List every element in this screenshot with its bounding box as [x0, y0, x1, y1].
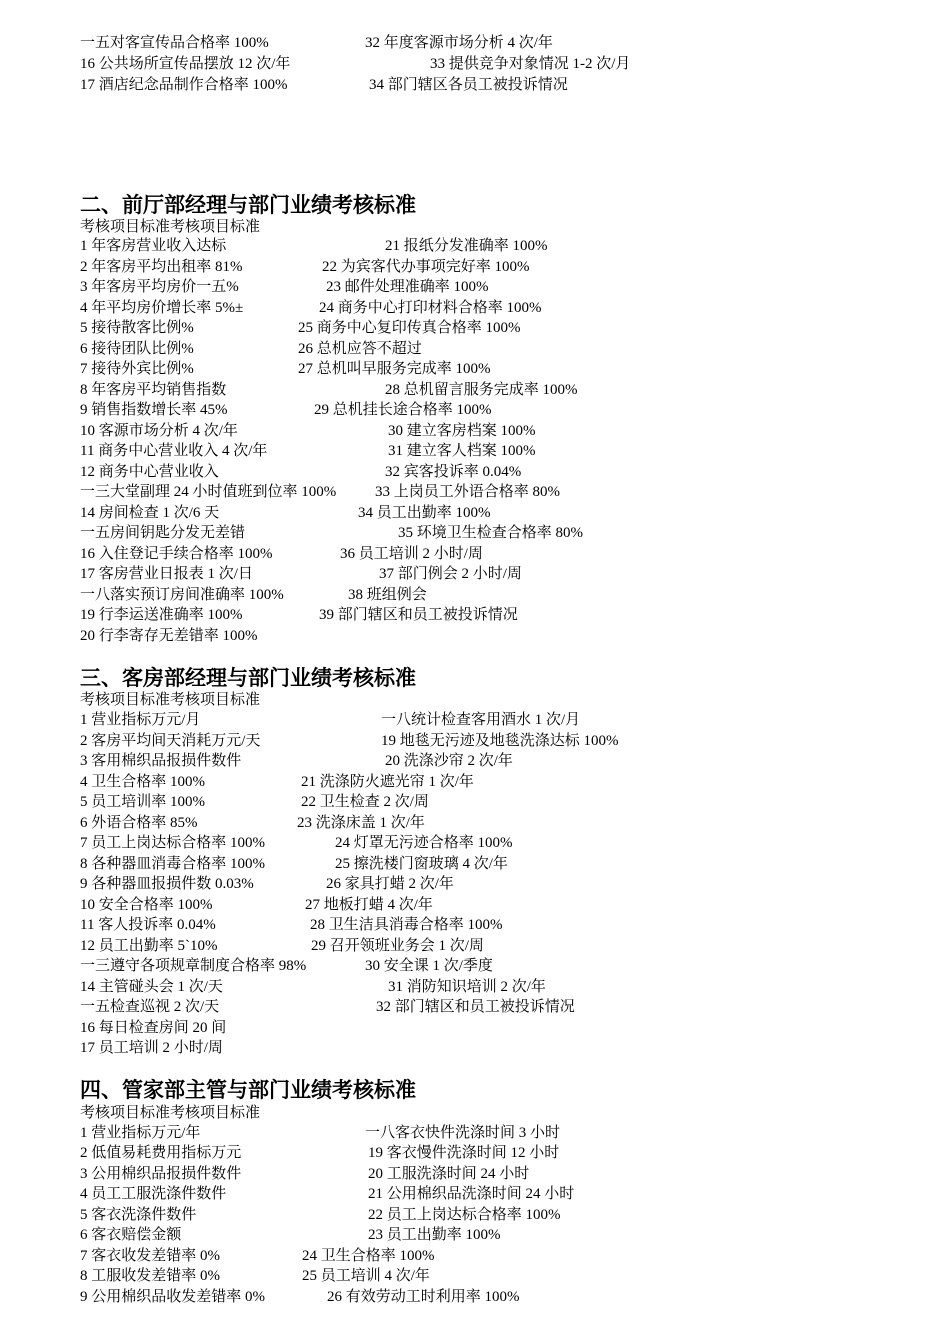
row-right: 29 总机挂长途合格率 100% — [314, 402, 492, 418]
row-right: 37 部门例会 2 小时/周 — [379, 566, 522, 582]
intro-right: 34 部门辖区各员工被投诉情况 — [369, 77, 568, 93]
row-right: 22 员工上岗达标合格率 100% — [368, 1207, 561, 1223]
row-right: 25 商务中心复印传真合格率 100% — [298, 320, 521, 336]
table-row — [0, 1143, 870, 1163]
table-row — [0, 1287, 870, 1307]
row-left: 4 员工工服洗涤件数件 — [80, 1186, 227, 1202]
row-left: 一五检查巡视 2 次/天 — [80, 999, 220, 1015]
row-right: 23 洗涤床盖 1 次/年 — [297, 815, 425, 831]
row-right: 30 安全课 1 次/季度 — [365, 958, 493, 974]
row-right: 39 部门辖区和员工被投诉情况 — [319, 607, 518, 623]
row-right: 24 商务中心打印材料合格率 100% — [319, 300, 542, 316]
row-left: 5 接待散客比例% — [80, 320, 194, 336]
row-right: 32 部门辖区和员工被投诉情况 — [376, 999, 575, 1015]
row-left: 10 客源市场分析 4 次/年 — [80, 423, 238, 439]
row-left: 5 客衣洗涤件数件 — [80, 1207, 197, 1223]
table-row — [0, 1266, 870, 1286]
table-row — [0, 626, 870, 646]
row-right: 36 员工培训 2 小时/周 — [340, 546, 483, 562]
row-right: 32 宾客投诉率 0.04% — [385, 464, 522, 480]
row-left: 17 客房营业日报表 1 次/日 — [80, 566, 253, 582]
row-right: 34 员工出勤率 100% — [358, 505, 491, 521]
table-row — [0, 1123, 870, 1143]
row-right: 28 总机留言服务完成率 100% — [385, 382, 578, 398]
table-row — [0, 997, 870, 1017]
row-left: 8 年客房平均销售指数 — [80, 382, 227, 398]
table-row — [0, 462, 870, 482]
table-row — [0, 257, 870, 277]
row-left: 9 各种器皿报损件数 0.03% — [80, 876, 254, 892]
table-row — [0, 1018, 870, 1038]
row-right: 26 有效劳动工时利用率 100% — [327, 1289, 520, 1305]
table-row — [0, 813, 870, 833]
row-right: 20 洗涤沙帘 2 次/年 — [385, 753, 513, 769]
row-right: 一八统计检查客用酒水 1 次/月 — [381, 712, 581, 728]
row-left: 19 行李运送准确率 100% — [80, 607, 243, 623]
intro-row — [0, 75, 870, 95]
table-row — [0, 792, 870, 812]
row-right: 19 地毯无污迹及地毯洗涤达标 100% — [381, 733, 619, 749]
table-row — [0, 298, 870, 318]
table-row — [0, 400, 870, 420]
intro-right: 32 年度客源市场分析 4 次/年 — [365, 35, 553, 51]
row-right: 35 环境卫生检查合格率 80% — [398, 525, 583, 541]
row-left: 7 接待外宾比例% — [80, 361, 194, 377]
row-left: 1 营业指标万元/年 — [80, 1125, 201, 1141]
row-left: 一八落实预订房间准确率 100% — [80, 587, 284, 603]
table-row — [0, 544, 870, 564]
row-right: 21 报纸分发准确率 100% — [385, 238, 548, 254]
table-row — [0, 380, 870, 400]
row-right: 20 工服洗涤时间 24 小时 — [368, 1166, 530, 1182]
row-right: 27 总机叫早服务完成率 100% — [298, 361, 491, 377]
row-right: 23 邮件处理准确率 100% — [326, 279, 489, 295]
table-row — [0, 236, 870, 256]
table-row — [0, 339, 870, 359]
row-left: 4 年平均房价增长率 5%± — [80, 300, 244, 316]
table-row — [0, 731, 870, 751]
row-right: 31 消防知识培训 2 次/年 — [388, 979, 546, 995]
row-right: 24 卫生合格率 100% — [302, 1248, 435, 1264]
row-right: 19 客衣慢件洗涤时间 12 小时 — [368, 1145, 560, 1161]
row-left: 10 安全合格率 100% — [80, 897, 213, 913]
intro-row — [0, 54, 870, 74]
intro-right: 33 提供竞争对象情况 1-2 次/月 — [430, 56, 631, 72]
row-right: 21 公用棉织品洗涤时间 24 小时 — [368, 1186, 575, 1202]
row-right: 38 班组例会 — [348, 587, 427, 603]
row-left: 14 主管碰头会 1 次/天 — [80, 979, 223, 995]
section-subtitle: 考核项目标准考核项目标准 — [80, 692, 261, 708]
row-right: 22 为宾客代办事项完好率 100% — [322, 259, 530, 275]
table-row — [0, 1246, 870, 1266]
row-left: 4 卫生合格率 100% — [80, 774, 205, 790]
table-row — [0, 318, 870, 338]
table-row — [0, 915, 870, 935]
row-left: 16 入住登记手续合格率 100% — [80, 546, 273, 562]
section-subtitle: 考核项目标准考核项目标准 — [80, 219, 261, 235]
table-row — [0, 854, 870, 874]
row-left: 12 员工出勤率 5`10% — [80, 938, 218, 954]
row-left: 14 房间检查 1 次/6 天 — [80, 505, 220, 521]
table-row — [0, 1205, 870, 1225]
section-subtitle: 考核项目标准考核项目标准 — [80, 1105, 261, 1121]
row-right: 33 上岗员工外语合格率 80% — [375, 484, 560, 500]
row-left: 3 客用棉织品报损件数件 — [80, 753, 242, 769]
table-row — [0, 605, 870, 625]
intro-left: 17 酒店纪念品制作合格率 100% — [80, 77, 288, 93]
table-row — [0, 277, 870, 297]
row-left: 8 工服收发差错率 0% — [80, 1268, 220, 1284]
row-left: 9 销售指数增长率 45% — [80, 402, 228, 418]
table-row — [0, 564, 870, 584]
table-row — [0, 895, 870, 915]
table-row — [0, 503, 870, 523]
table-row — [0, 1184, 870, 1204]
table-row — [0, 772, 870, 792]
row-right: 一八客衣快件洗涤时间 3 小时 — [365, 1125, 561, 1141]
table-row — [0, 359, 870, 379]
table-row — [0, 977, 870, 997]
intro-row — [0, 33, 870, 53]
row-left: 16 每日检查房间 20 间 — [80, 1020, 227, 1036]
table-row — [0, 482, 870, 502]
row-left: 5 员工培训率 100% — [80, 794, 205, 810]
table-row — [0, 1225, 870, 1245]
row-left: 7 客衣收发差错率 0% — [80, 1248, 220, 1264]
table-row — [0, 421, 870, 441]
row-left: 12 商务中心营业收入 — [80, 464, 219, 480]
row-left: 3 公用棉织品报损件数件 — [80, 1166, 242, 1182]
intro-left: 一五对客宣传品合格率 100% — [80, 35, 269, 51]
row-right: 26 家具打蜡 2 次/年 — [326, 876, 454, 892]
row-right: 21 洗涤防火遮光帘 1 次/年 — [301, 774, 474, 790]
row-left: 9 公用棉织品收发差错率 0% — [80, 1289, 265, 1305]
row-right: 31 建立客人档案 100% — [388, 443, 536, 459]
table-row — [0, 956, 870, 976]
row-left: 1 年客房营业收入达标 — [80, 238, 227, 254]
row-left: 6 接待团队比例% — [80, 341, 194, 357]
row-right: 27 地板打蜡 4 次/年 — [305, 897, 433, 913]
row-left: 8 各种器皿消毒合格率 100% — [80, 856, 265, 872]
row-right: 26 总机应答不超过 — [298, 341, 422, 357]
table-row — [0, 1038, 870, 1058]
row-left: 11 商务中心营业收入 4 次/年 — [80, 443, 268, 459]
row-left: 17 员工培训 2 小时/周 — [80, 1040, 223, 1056]
row-left: 3 年客房平均房价一五% — [80, 279, 239, 295]
table-row — [0, 936, 870, 956]
table-row — [0, 751, 870, 771]
intro-left: 16 公共场所宣传品摆放 12 次/年 — [80, 56, 291, 72]
table-row — [0, 523, 870, 543]
row-left: 1 营业指标万元/月 — [80, 712, 201, 728]
section-title: 四、管家部主管与部门业绩考核标准 — [80, 1078, 416, 1102]
row-left: 2 低值易耗费用指标万元 — [80, 1145, 242, 1161]
row-left: 一三大堂副理 24 小时值班到位率 100% — [80, 484, 337, 500]
row-left: 一三遵守各项规章制度合格率 98% — [80, 958, 307, 974]
row-right: 30 建立客房档案 100% — [388, 423, 536, 439]
row-right: 22 卫生检查 2 次/周 — [301, 794, 429, 810]
row-left: 2 客房平均间天消耗万元/天 — [80, 733, 261, 749]
row-left: 7 员工上岗达标合格率 100% — [80, 835, 265, 851]
section-title: 二、前厅部经理与部门业绩考核标准 — [80, 193, 416, 217]
table-row — [0, 441, 870, 461]
row-left: 11 客人投诉率 0.04% — [80, 917, 216, 933]
row-right: 23 员工出勤率 100% — [368, 1227, 501, 1243]
row-right: 29 召开领班业务会 1 次/周 — [311, 938, 484, 954]
row-right: 24 灯罩无污迹合格率 100% — [335, 835, 513, 851]
row-left: 6 客衣赔偿金额 — [80, 1227, 182, 1243]
table-row — [0, 833, 870, 853]
table-row — [0, 1164, 870, 1184]
row-right: 25 擦洗楼门窗玻璃 4 次/年 — [335, 856, 508, 872]
table-row — [0, 874, 870, 894]
section-title: 三、客房部经理与部门业绩考核标准 — [80, 666, 416, 690]
table-row — [0, 585, 870, 605]
row-left: 2 年客房平均出租率 81% — [80, 259, 243, 275]
table-row — [0, 710, 870, 730]
row-left: 6 外语合格率 85% — [80, 815, 198, 831]
row-left: 20 行李寄存无差错率 100% — [80, 628, 258, 644]
row-left: 一五房间钥匙分发无差错 — [80, 525, 246, 541]
row-right: 28 卫生洁具消毒合格率 100% — [310, 917, 503, 933]
row-right: 25 员工培训 4 次/年 — [302, 1268, 430, 1284]
